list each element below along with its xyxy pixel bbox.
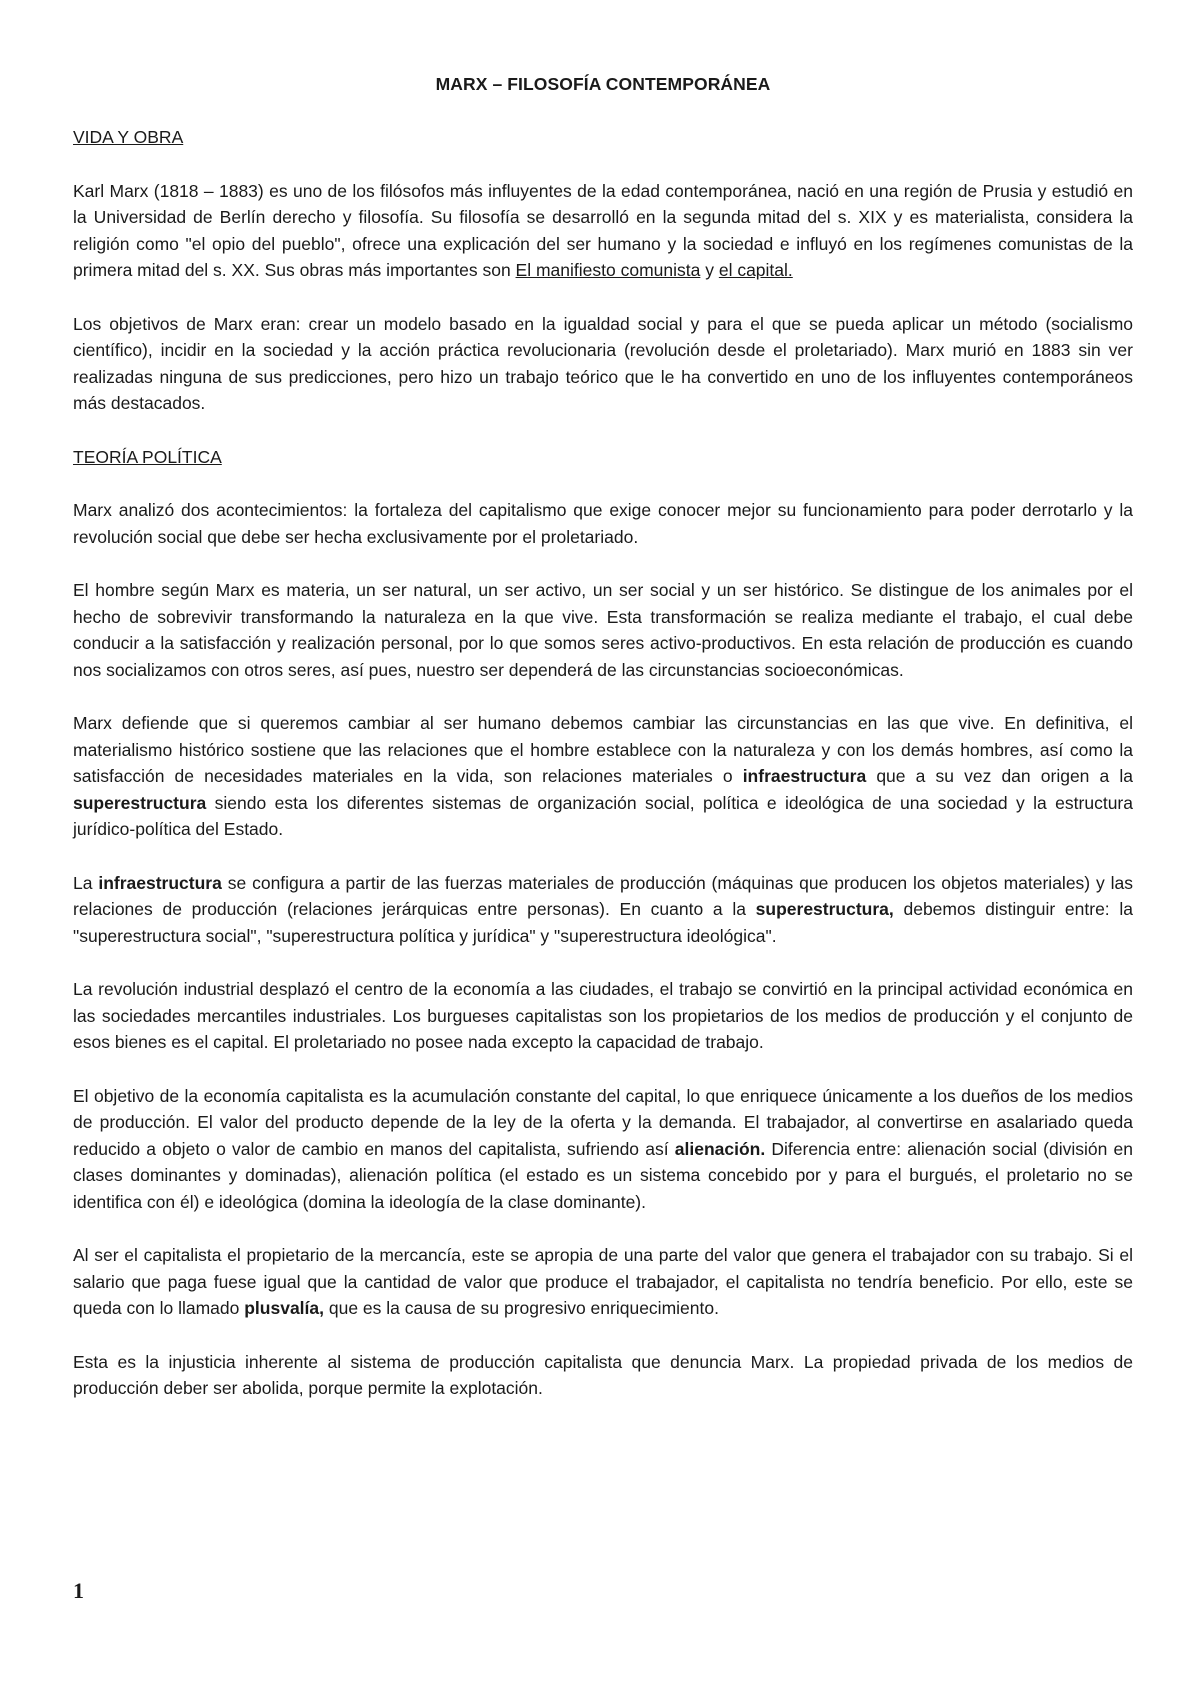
paragraph-two-events: Marx analizó dos acontecimientos: la fortaleza del capitalismo que exige conocer mejor su funcionamiento para poder derrotarlo y la revolución social que debe ser hecha exclusivamente por el proletariado. bbox=[73, 500, 1133, 547]
paragraph-text: que a su vez dan origen a la bbox=[866, 766, 1133, 786]
paragraph-alienation bbox=[73, 1083, 1133, 1216]
paragraph-text: que es la causa de su progresivo enriquecimiento. bbox=[324, 1298, 719, 1318]
paragraph-injustice: Esta es la injusticia inherente al sistema de producción capitalista que denuncia Marx. La propiedad privada de los medios de producción deber ser abolida, porque permite la explotación. bbox=[73, 1351, 1133, 1398]
paragraph-text: siendo esta los diferentes sistemas de organización social, política e ideológica de una sociedad y la estructura jurídico-política del Estado. bbox=[73, 792, 1133, 839]
work-title-capital: el capital. bbox=[718, 260, 793, 280]
paragraph-surplus-value bbox=[73, 1242, 1133, 1322]
paragraph-text: La bbox=[73, 872, 99, 893]
paragraph-text: Marx defiende que si queremos cambiar al ser humano debemos cambiar las circunstancias en las que vive. En definitiva, el materialismo histórico sostiene que las relaciones que el hombre establece con la naturaleza y con los demás hombres, así como la satisfacción de necesidades materiales en la vida, son relaciones materiales o bbox=[73, 713, 1133, 786]
term-superestructura: superestructura, bbox=[755, 899, 894, 919]
term-infraestructura: infraestructura bbox=[98, 872, 222, 893]
term-plusvalia: plusvalía, bbox=[244, 1298, 324, 1318]
paragraph-text: Diferencia entre: alienación social (división en clases dominantes y dominadas), alienación política (el estado es un sistema concebido por y para el burgués, el proletario no se identifica con él) e ideológica (domina la ideología de la clase dominante). bbox=[73, 1138, 1134, 1212]
term-superestructura: superestructura bbox=[73, 792, 207, 813]
paragraph-historical-materialism bbox=[73, 710, 1133, 843]
paragraph-text: El objetivo de la economía capitalista es la acumulación constante del capital, lo que enriquece únicamente a los dueños de los medios de producción. El valor del producto depende de la ley de la oferta y la demanda. El trabajador, al convertirse en asalariado queda reducido a objeto o valor de cambio en manos del capitalista, sufriendo así bbox=[73, 1085, 1133, 1159]
paragraph-text: y bbox=[700, 260, 719, 280]
term-alienacion: alienación. bbox=[674, 1138, 766, 1159]
document-body bbox=[73, 72, 1133, 1402]
paragraph-text: Al ser el capitalista el propietario de la mercancía, este se apropia de una parte del valor que genera el trabajador con su trabajo. Si el salario que paga fuese igual que la cantidad de valor que produce el trabajador, el capitalista no tendría beneficio. Por ello, este se queda con lo llamado bbox=[73, 1245, 1133, 1318]
work-title-manifiesto: El manifiesto comunista bbox=[515, 260, 701, 280]
section-heading-teoria-politica: TEORÍA POLÍTICA bbox=[73, 446, 222, 467]
paragraph-text: Karl Marx (1818 – 1883) es uno de los filósofos más influyentes de la edad contemporánea, nació en una región de Prusia y estudió en la Universidad de Berlín derecho y filosofía. Su filosofía se desarrolló en la segunda mitad del s. XIX y es materialista, considera la religión como "el opio del pueblo", ofrece una explicación del ser humano y la sociedad e influyó en los regímenes comunistas de la primera mitad del s. XX. Sus obras más importantes son bbox=[73, 180, 1133, 280]
section-heading-vida-y-obra: VIDA Y OBRA bbox=[73, 127, 184, 147]
paragraph-infrastructure bbox=[73, 870, 1133, 950]
paragraph-industrial-revolution: La revolución industrial desplazó el centro de la economía a las ciudades, el trabajo se convirtió en la principal actividad económica en las sociedades mercantiles industriales. Los burgueses capitalistas son los propietarios de los medios de producción y el conjunto de esos bienes es el capital. El proletariado no posee nada excepto la capacidad de trabajo. bbox=[73, 979, 1133, 1052]
term-infraestructura: infraestructura bbox=[742, 766, 867, 786]
paragraph-text: debemos distinguir entre: la "superestructura social", "superestructura política y jurídica" y "superestructura ideológica". bbox=[73, 899, 1133, 946]
page-number: 1 bbox=[73, 1578, 84, 1603]
paragraph-objectives: Los objetivos de Marx eran: crear un modelo basado en la igualdad social y para el que se pueda aplicar un método (socialismo científico), incidir en la sociedad y la acción práctica revolucionaria (revolución desde el proletariado). Marx murió en 1883 sin ver realizadas ninguna de sus predicciones, pero hizo un trabajo teórico que le ha convertido en uno de los influyentes contemporáneos más destacados. bbox=[73, 313, 1133, 413]
paragraph-text: se configura a partir de las fuerzas materiales de producción (máquinas que producen los objetos materiales) y las relaciones de producción (relaciones jerárquicas entre personas). En cuanto a la bbox=[73, 872, 1133, 919]
document-title: MARX – FILOSOFÍA CONTEMPORÁNEA bbox=[435, 74, 771, 94]
paragraph-biography bbox=[73, 178, 1133, 284]
paragraph-man-according-marx: El hombre según Marx es materia, un ser natural, un ser activo, un ser social y un ser histórico. Se distingue de los animales por el hecho de sobrevivir transformando la naturaleza en la que vive. Esta transformación se realiza mediante el trabajo, el cual debe conducir a la satisfacción y realización personal, por lo que somos seres activo-productivos. En esta relación de producción es cuando nos socializamos con otros seres, así pues, nuestro ser dependerá de las circunstancias socioeconómicas. bbox=[73, 580, 1133, 680]
